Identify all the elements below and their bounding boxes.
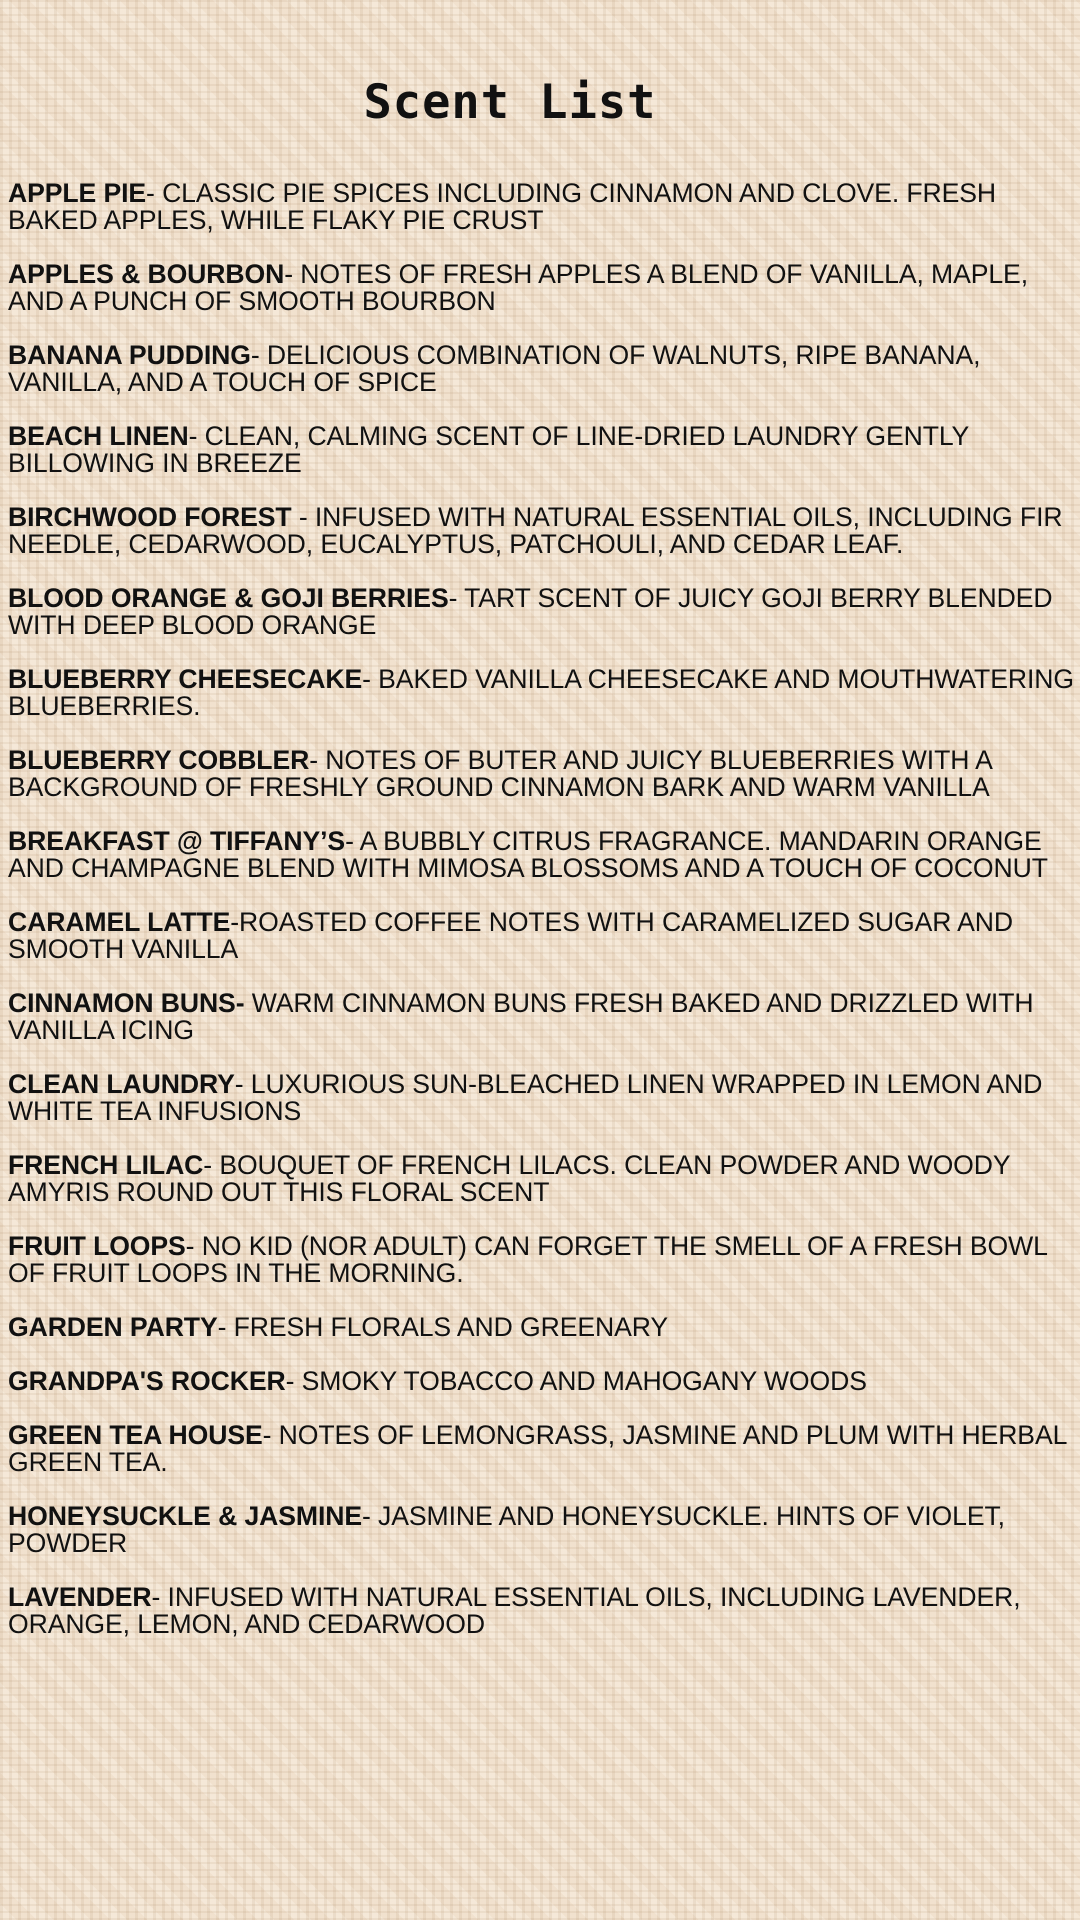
scent-description: - DELICIOUS COMBINATION OF WALNUTS, RIPE BANANA, VANILLA, AND A TOUCH OF SPICE [8, 340, 981, 397]
scent-item-garden-party [8, 1314, 1076, 1341]
scent-name: FRENCH LILAC [8, 1150, 204, 1180]
scent-name: GREEN TEA HOUSE [8, 1420, 263, 1450]
scent-name: CLEAN LAUNDRY [8, 1069, 235, 1099]
scent-description: - JASMINE AND HONEYSUCKLE. HINTS OF VIOLET, POWDER [8, 1501, 1005, 1558]
scent-name: BLUEBERRY COBBLER [8, 745, 310, 775]
scent-name: GRANDPA'S ROCKER [8, 1366, 286, 1396]
scent-name: BREAKFAST @ TIFFANY’S [8, 826, 346, 856]
scent-description: - SMOKY TOBACCO AND MAHOGANY WOODS [285, 1366, 867, 1396]
scent-item-beach-linen [8, 423, 1076, 477]
scent-name: BLOOD ORANGE & GOJI BERRIES [8, 583, 449, 613]
scent-name: BIRCHWOOD FOREST [8, 502, 299, 532]
scent-name: CARAMEL LATTE [8, 907, 231, 937]
scent-description: - BOUQUET OF FRENCH LILACS. CLEAN POWDER AND WOODY AMYRIS ROUND OUT THIS FLORAL SCENT [8, 1150, 1011, 1207]
scent-description: - A BUBBLY CITRUS FRAGRANCE. MANDARIN ORANGE AND CHAMPAGNE BLEND WITH MIMOSA BLOSSOMS AND A TOUCH OF COCONUT [8, 826, 1048, 883]
page-title: Scent List [363, 75, 657, 131]
scent-description: - NOTES OF FRESH APPLES A BLEND OF VANILLA, MAPLE, AND A PUNCH OF SMOOTH BOURBON [8, 259, 1028, 316]
scent-item-blueberry-cheesecake [8, 666, 1076, 720]
scent-item-french-lilac [8, 1152, 1076, 1206]
scent-description: - LUXURIOUS SUN-BLEACHED LINEN WRAPPED IN LEMON AND WHITE TEA INFUSIONS [8, 1069, 1043, 1126]
scent-item-grandpas-rocker [8, 1368, 1076, 1395]
scent-name: BLUEBERRY CHEESECAKE [8, 664, 363, 694]
scent-item-birchwood-forest [8, 504, 1076, 558]
scent-description: - INFUSED WITH NATURAL ESSENTIAL OILS, INCLUDING FIR NEEDLE, CEDARWOOD, EUCALYPTUS, PATCHOULI, AND CEDAR LEAF. [8, 502, 1063, 559]
scent-name: GARDEN PARTY [8, 1312, 218, 1342]
scent-item-clean-laundry [8, 1071, 1076, 1125]
scent-name: HONEYSUCKLE & JASMINE [8, 1501, 363, 1531]
scent-description: - NO KID (NOR ADULT) CAN FORGET THE SMELL OF A FRESH BOWL OF FRUIT LOOPS IN THE MORNING. [8, 1231, 1047, 1288]
scent-description: - CLASSIC PIE SPICES INCLUDING CINNAMON AND CLOVE. FRESH BAKED APPLES, WHILE FLAKY PIE CRUST [8, 178, 997, 235]
scent-item-apples-bourbon [8, 261, 1076, 315]
scent-description: WARM CINNAMON BUNS FRESH BAKED AND DRIZZLED WITH VANILLA ICING [8, 988, 1034, 1045]
scent-description: - NOTES OF BUTER AND JUICY BLUEBERRIES WITH A BACKGROUND OF FRESHLY GROUND CINNAMON BARK AND WARM VANILLA [8, 745, 992, 802]
scent-name: APPLE PIE [8, 178, 147, 208]
scent-item-banana-pudding [8, 342, 1076, 396]
scent-item-blueberry-cobbler [8, 747, 1076, 801]
scent-list [8, 180, 1076, 1665]
scent-name: LAVENDER [8, 1582, 152, 1612]
scent-item-lavender [8, 1584, 1076, 1638]
scent-name: BANANA PUDDING [8, 340, 251, 370]
scent-item-green-tea-house [8, 1422, 1076, 1476]
scent-name: CINNAMON BUNS- [8, 988, 245, 1018]
scent-item-breakfast-tiffanys [8, 828, 1076, 882]
scent-item-apple-pie [8, 180, 1076, 234]
scent-name: BEACH LINEN [8, 421, 189, 451]
scent-name: FRUIT LOOPS [8, 1231, 186, 1261]
scent-item-honeysuckle-jasmine [8, 1503, 1076, 1557]
scent-description: - CLEAN, CALMING SCENT OF LINE-DRIED LAUNDRY GENTLY BILLOWING IN BREEZE [8, 421, 969, 478]
scent-description: - NOTES OF LEMONGRASS, JASMINE AND PLUM WITH HERBAL GREEN TEA. [8, 1420, 1067, 1477]
scent-description: - BAKED VANILLA CHEESECAKE AND MOUTHWATERING BLUEBERRIES. [8, 664, 1074, 721]
scent-item-cinnamon-buns [8, 990, 1076, 1044]
scent-item-fruit-loops [8, 1233, 1076, 1287]
scent-name: APPLES & BOURBON [8, 259, 285, 289]
scent-description: - INFUSED WITH NATURAL ESSENTIAL OILS, INCLUDING LAVENDER, ORANGE, LEMON, AND CEDARWOOD [8, 1582, 1021, 1639]
scent-item-caramel-latte [8, 909, 1076, 963]
scent-description: - TART SCENT OF JUICY GOJI BERRY BLENDED WITH DEEP BLOOD ORANGE [8, 583, 1053, 640]
scent-description: -ROASTED COFFEE NOTES WITH CARAMELIZED SUGAR AND SMOOTH VANILLA [8, 907, 1014, 964]
scent-description: - FRESH FLORALS AND GREENARY [217, 1312, 668, 1342]
scent-item-blood-orange-goji [8, 585, 1076, 639]
